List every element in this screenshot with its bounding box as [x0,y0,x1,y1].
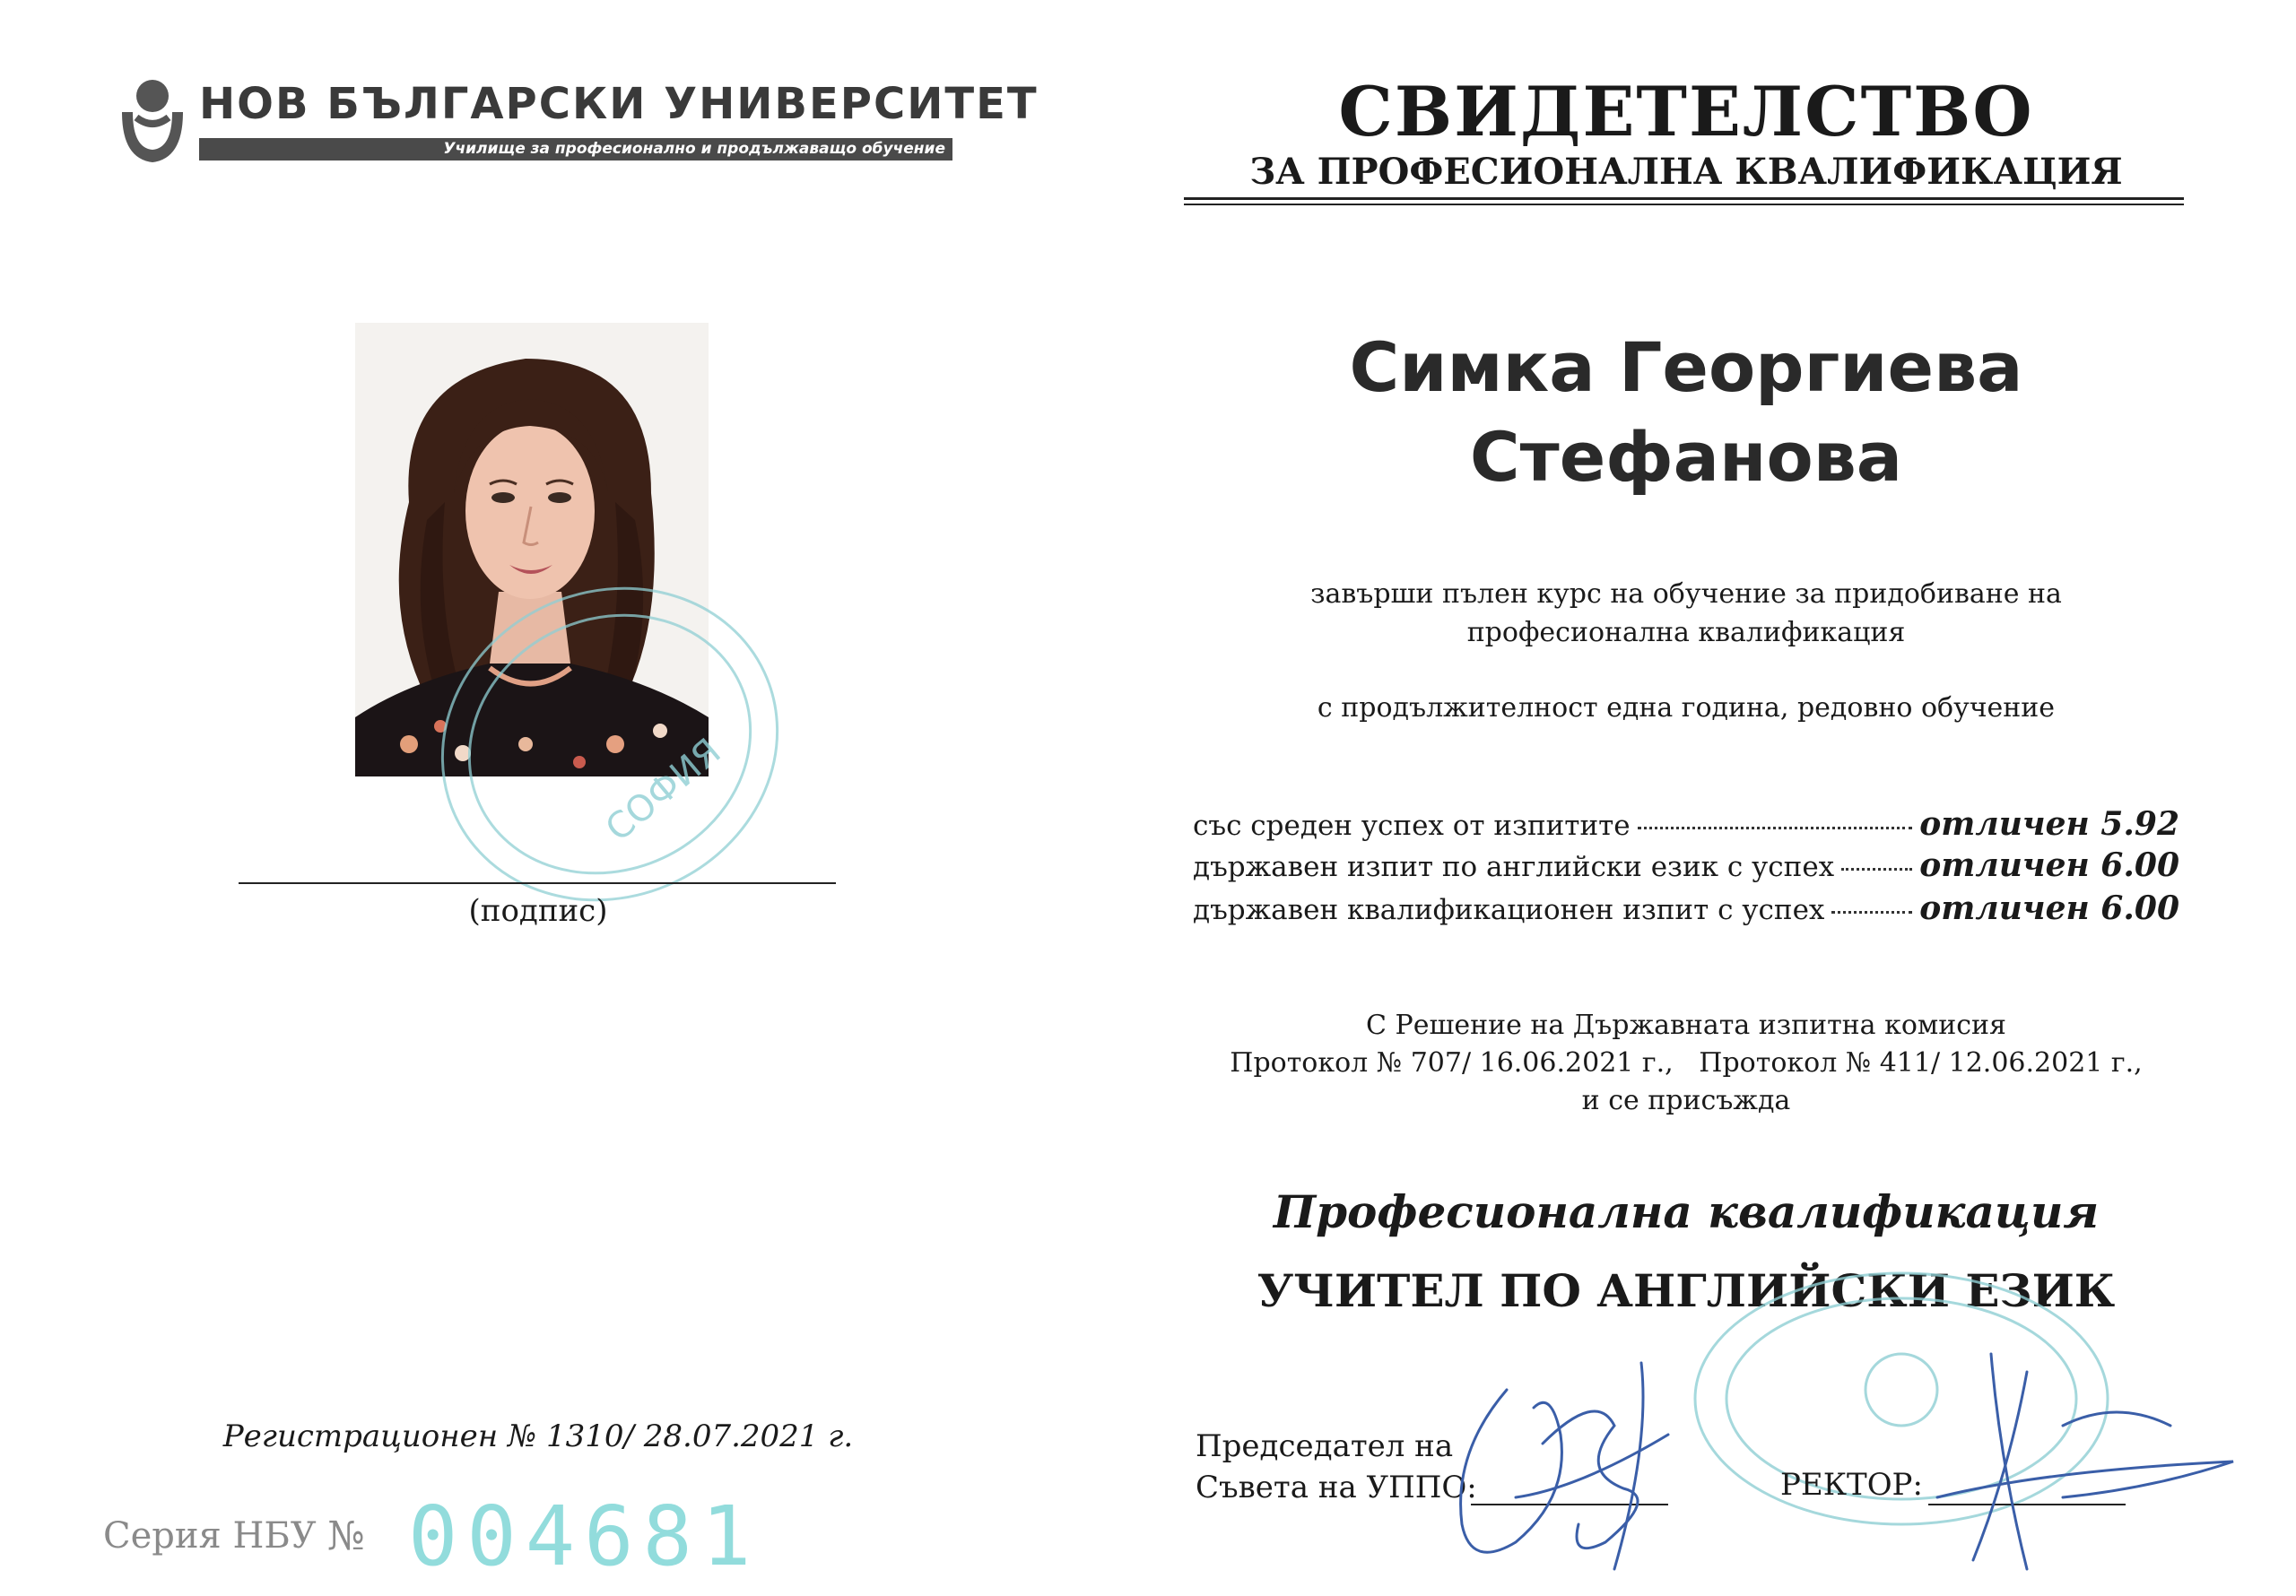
completion-text: завърши пълен курс на обучение за придобиване на [1310,578,2062,610]
recipient-name-line1: Симка Георгиева [1349,327,2023,407]
title-rule [1184,197,2184,200]
result-value: отличен 6.00 [1919,889,2179,927]
result-row-average [1193,805,2179,848]
series-number: 004681 [408,1488,761,1584]
university-logo-icon [117,76,188,166]
result-value: отличен 5.92 [1919,805,2179,843]
chair-label-line2: Съвета на УППО: [1196,1470,1477,1505]
protocol-text: Протокол № 707/ 16.06.2021 г., Протокол № 411/ 12.06.2021 г., [1230,1047,2143,1079]
svg-text:СОФИЯ: СОФИЯ [597,730,729,850]
registration-number: Регистрационен № 1310/ 28.07.2021 г. [222,1418,854,1454]
duration-text: с продължителност една година, редовно обучение [1317,692,2056,724]
decision-text: С Решение на Държавната изпитна комисия [1366,1010,2006,1041]
rector-signature-line [1928,1504,2126,1505]
title-rule [1184,204,2184,205]
recipient-name [1188,323,2184,502]
result-label: със среден успех от изпитите [1193,810,1631,842]
chair-signature-line [1471,1504,1668,1505]
result-row-qualification-exam [1193,889,2179,932]
recipient-name-line2: Стефанова [1469,417,1903,497]
school-name: Училище за професионално и продължаващо обучение [199,138,952,160]
award-text: и се присъжда [1581,1085,1791,1116]
signature-caption: (подпис) [468,893,608,929]
signature-line [239,882,836,884]
certificate-subtitle: ЗА ПРОФЕСИОНАЛНА КВАЛИФИКАЦИЯ [1249,151,2123,193]
result-value: отличен 6.00 [1919,846,2179,884]
result-label: държавен изпит по английски език с успех [1193,851,1835,883]
university-stamp-icon [422,574,798,915]
certificate-title: СВИДЕТЕЛСТВО [1338,72,2034,152]
rector-label: РЕКТОР: [1780,1467,1923,1503]
leader-dots [1638,827,1913,829]
university-name: НОВ БЪЛГАРСКИ УНИВЕРСИТЕТ [199,79,1039,129]
series-label: Серия НБУ [103,1515,317,1557]
chair-label-line1: Председател на [1196,1428,1454,1464]
result-row-english-exam [1193,846,2179,889]
qualification-label: Професионална квалификация [1273,1185,2100,1238]
qualification-value: УЧИТЕЛ ПО АНГЛИЙСКИ ЕЗИК [1257,1264,2116,1317]
series-number-sign: № [327,1514,365,1559]
leader-dots [1841,868,1912,871]
leader-dots [1831,911,1912,914]
completion-text: професионална квалификация [1466,617,1906,648]
chair-label [1196,1426,1477,1508]
result-label: държавен квалификационен изпит с успех [1193,894,1825,926]
